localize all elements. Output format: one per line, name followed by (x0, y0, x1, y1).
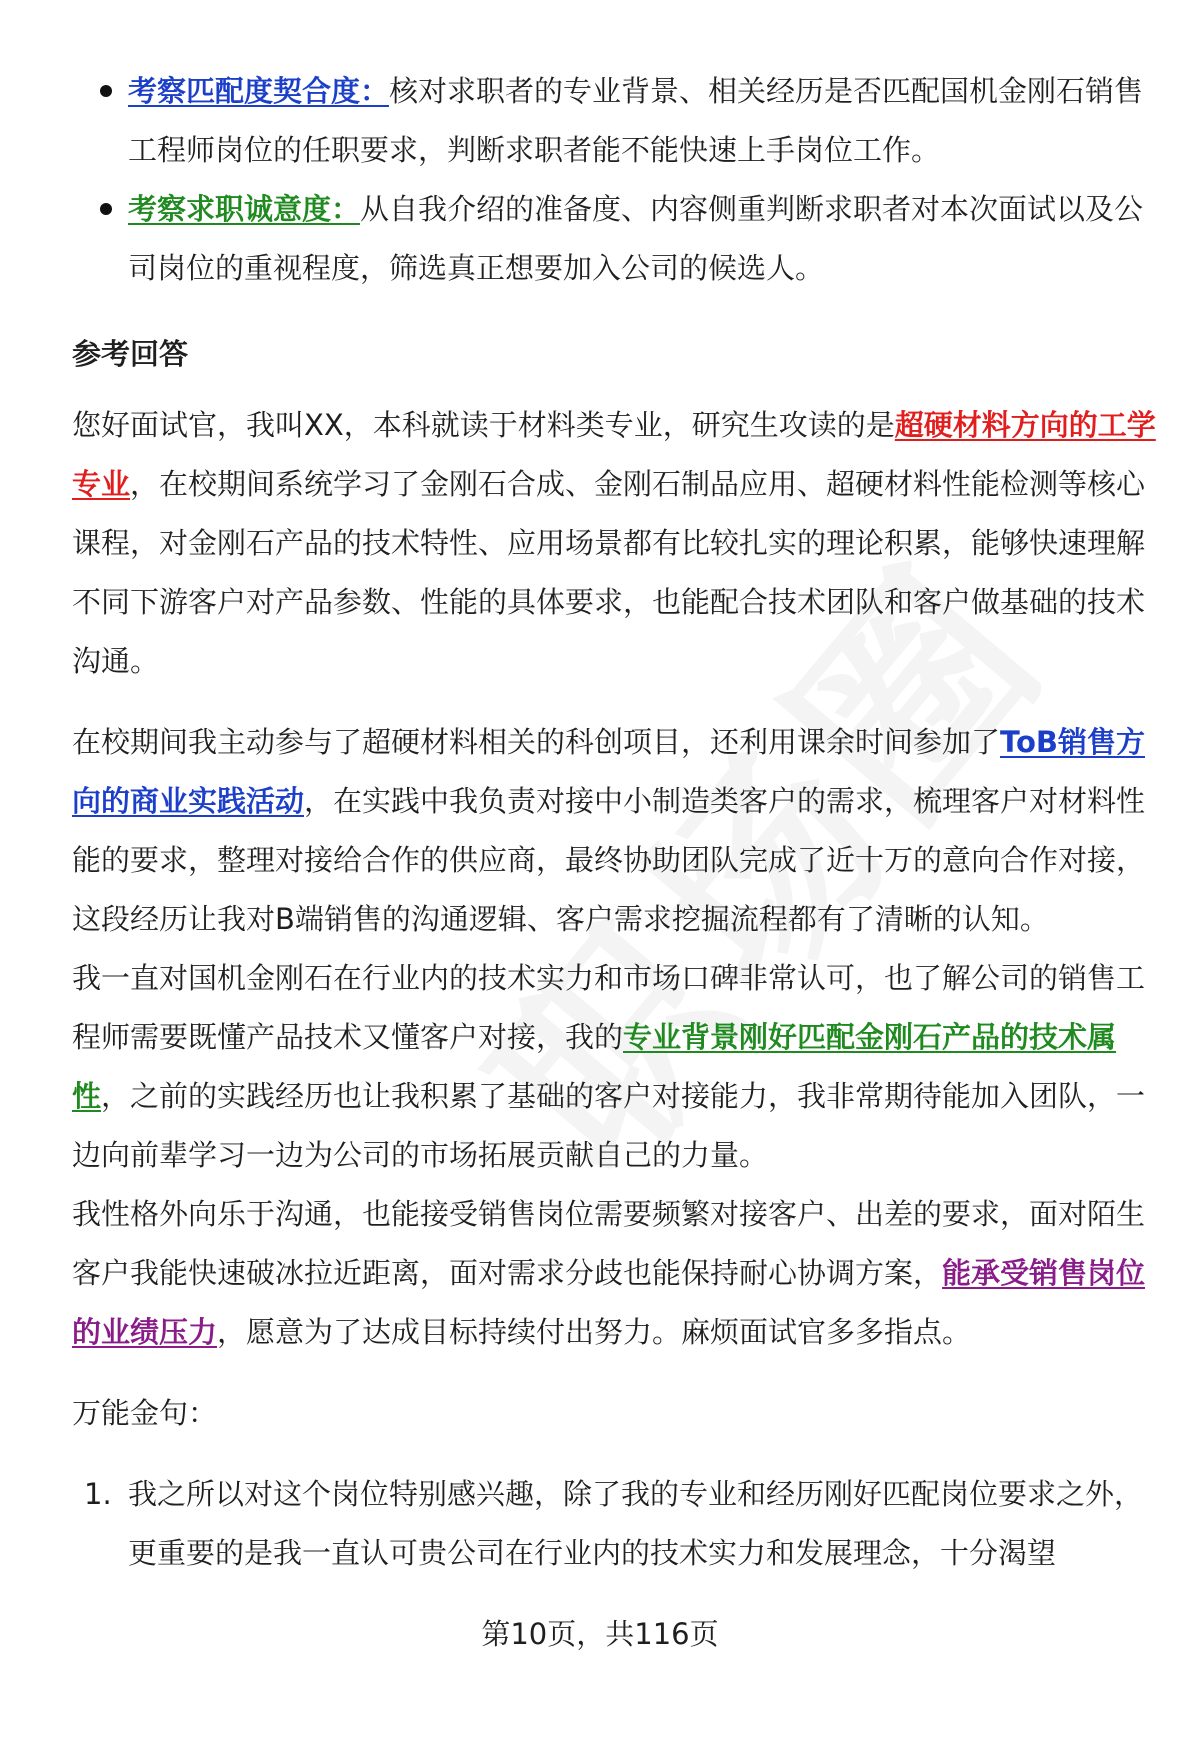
keyword-highlight: ToB销售方向的商业实践活动 (72, 725, 1145, 818)
keyword-highlight: 超硬材料方向的工学专业 (72, 408, 1156, 501)
criteria-list (72, 62, 1162, 298)
golden-sentences-list (72, 1465, 1162, 1583)
bullet-icon (100, 203, 112, 215)
keyword-highlight: 能承受销售岗位的业绩压力 (72, 1256, 1146, 1349)
paragraph-text: 我性格外向乐于沟通，也能接受销售岗位需要频繁对接客户、出差的要求，面对陌生客户我能快速破冰拉近距离，面对需求分歧也能保持耐心协调方案， (72, 1197, 1146, 1290)
paragraph-text: ，在实践中我负责对接中小制造类客户的需求，梳理客户对材料性能的要求，整理对接给合作的供应商，最终协助团队完成了近十万的意向合作对接，这段经历让我对B端销售的沟通逻辑、客户需求挖掘流程都有了清晰的认知。 (72, 784, 1146, 936)
page-number: 第10页，共116页 (481, 1617, 719, 1651)
list-item (72, 180, 1162, 298)
paragraph-text: 在校期间我主动参与了超硬材料相关的科创项目，还利用课余时间参加了 (72, 725, 1001, 759)
criteria-text: 核对求职者的专业背景、相关经历是否匹配国机金刚石销售工程师岗位的任职要求，判断求职者能不能快速上手岗位工作。 (128, 74, 1144, 167)
list-item (72, 62, 1162, 180)
paragraph-text: ，愿意为了达成目标持续付出努力。麻烦面试官多多指点。 (217, 1315, 972, 1349)
list-item (72, 1465, 1162, 1583)
criteria-highlight: 考察求职诚意度： (128, 192, 361, 226)
section-heading: 参考回答 (72, 337, 189, 371)
golden-sentences-label: 万能金句： (72, 1396, 218, 1430)
item-text: 我之所以对这个岗位特别感兴趣，除了我的专业和经历刚好匹配岗位要求之外，更重要的是我一直认可贵公司在行业内的技术实力和发展理念，十分渴望 (128, 1477, 1144, 1570)
item-number: 1. (84, 1477, 112, 1511)
answer-paragraph (72, 1185, 1162, 1362)
keyword-highlight: 专业背景刚好匹配金刚石产品的技术属性 (72, 1020, 1117, 1113)
paragraph-text: ，之前的实践经历也让我积累了基础的客户对接能力，我非常期待能加入团队，一边向前辈学习一边为公司的市场拓展贡献自己的力量。 (72, 1079, 1146, 1172)
answer-paragraph (72, 713, 1162, 949)
answer-paragraph (72, 949, 1162, 1185)
paragraph-text: 您好面试官，我叫XX，本科就读于材料类专业，研究生攻读的是 (72, 408, 895, 442)
bullet-icon (100, 85, 112, 97)
criteria-highlight: 考察匹配度契合度： (128, 74, 390, 108)
criteria-text: 从自我介绍的准备度、内容侧重判断求职者对本次面试以及公司岗位的重视程度，筛选真正想要加入公司的候选人。 (128, 192, 1144, 285)
paragraph-text: 我一直对国机金刚石在行业内的技术实力和市场口碑非常认可，也了解公司的销售工程师需要既懂产品技术又懂客户对接，我的 (72, 961, 1146, 1054)
paragraph-text: ，在校期间系统学习了金刚石合成、金刚石制品应用、超硬材料性能检测等核心课程，对金刚石产品的技术特性、应用场景都有比较扎实的理论积累，能够快速理解不同下游客户对产品参数、性能的具体要求，也能配合技术团队和客户做基础的技术沟通。 (72, 467, 1146, 678)
page-content (72, 62, 1162, 1583)
answer-paragraph (72, 396, 1162, 691)
